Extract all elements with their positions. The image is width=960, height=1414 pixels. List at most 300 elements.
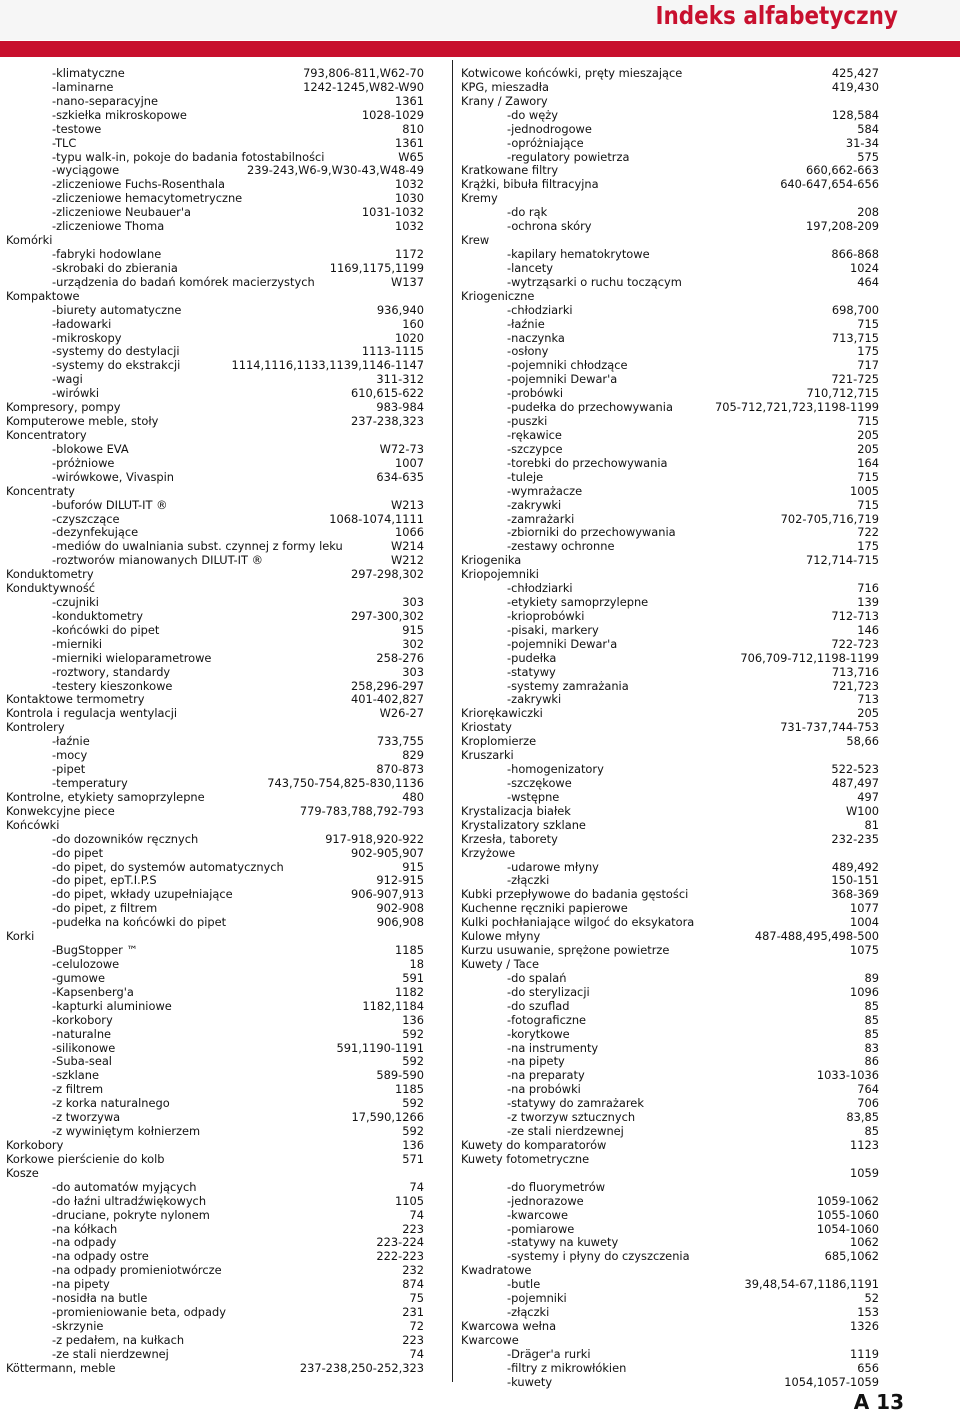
index-subentry bbox=[6, 1292, 424, 1306]
entry-pages: 1033-1036 bbox=[816, 1068, 879, 1083]
entry-pages: 571 bbox=[402, 1151, 424, 1166]
index-subentry bbox=[461, 1111, 879, 1125]
index-entry bbox=[6, 582, 424, 596]
index-subentry bbox=[461, 1167, 879, 1181]
entry-term: Kompresory, pompy bbox=[6, 400, 121, 415]
entry-term: -z korka naturalnego bbox=[52, 1096, 170, 1111]
entry-pages: 779-783,788,792-793 bbox=[299, 803, 424, 818]
index-subentry bbox=[6, 1278, 424, 1292]
index-subentry bbox=[6, 359, 424, 373]
entry-term: -do rąk bbox=[507, 205, 548, 220]
index-subentry bbox=[461, 318, 879, 332]
entry-term: -do sterylizacji bbox=[507, 984, 590, 999]
entry-pages: 89 bbox=[864, 970, 879, 985]
entry-pages: 419,430 bbox=[831, 79, 879, 94]
entry-pages: 1032 bbox=[395, 177, 424, 192]
entry-term: -pipet bbox=[52, 762, 86, 777]
entry-term: -na kółkach bbox=[52, 1221, 118, 1236]
entry-pages: 1059-1062 bbox=[816, 1193, 879, 1208]
index-subentry bbox=[461, 680, 879, 694]
entry-term: -do spalań bbox=[507, 970, 567, 985]
index-entry bbox=[6, 721, 424, 735]
entry-term: -rękawice bbox=[507, 427, 562, 442]
entry-term: -szczękowe bbox=[507, 776, 572, 791]
index-subentry bbox=[461, 248, 879, 262]
index-subentry bbox=[6, 1209, 424, 1223]
entry-pages: 1123 bbox=[850, 1137, 879, 1152]
entry-pages: 1361 bbox=[395, 135, 424, 150]
index-subentry bbox=[461, 1250, 879, 1264]
entry-pages: 721-725 bbox=[831, 372, 879, 387]
entry-term: -ze stali nierdzewnej bbox=[52, 1346, 169, 1361]
entry-term: -zbiorniki do przechowywania bbox=[507, 525, 676, 540]
entry-term: -na odpady bbox=[52, 1235, 117, 1250]
index-subentry bbox=[6, 457, 424, 471]
entry-pages: 39,48,54-67,1186,1191 bbox=[744, 1277, 879, 1292]
entry-pages: 223-224 bbox=[376, 1235, 424, 1250]
entry-pages: 715 bbox=[857, 469, 879, 484]
index-subentry bbox=[461, 1042, 879, 1056]
entry-term: -do pipet bbox=[52, 845, 104, 860]
entry-term: -wytrząsarki o ruchu toczącym bbox=[507, 274, 682, 289]
header-rule bbox=[0, 41, 960, 57]
entry-term: -torebki do przechowywania bbox=[507, 455, 668, 470]
entry-pages: 716 bbox=[857, 581, 879, 596]
index-subentry bbox=[6, 1069, 424, 1083]
entry-term: -buforów DILUT-IT ® bbox=[52, 497, 168, 512]
index-entry bbox=[461, 847, 879, 861]
index-entry bbox=[461, 1264, 879, 1278]
entry-term: -czyszczące bbox=[52, 511, 120, 526]
entry-pages: 1031-1032 bbox=[361, 205, 424, 220]
entry-term: Kwarcowe bbox=[461, 1332, 519, 1347]
index-subentry bbox=[461, 401, 879, 415]
index-entry bbox=[6, 485, 424, 499]
index-subentry bbox=[6, 666, 424, 680]
entry-term: Krystalizacja białek bbox=[461, 803, 571, 818]
index-subentry bbox=[6, 916, 424, 930]
entry-term: -roztworów mianowanych DILUT-IT ® bbox=[52, 553, 263, 568]
index-subentry bbox=[6, 638, 424, 652]
index-subentry bbox=[6, 1306, 424, 1320]
index-entry bbox=[6, 415, 424, 429]
entry-term: Kriostaty bbox=[461, 720, 512, 735]
entry-term: -testery kieszonkowe bbox=[52, 678, 173, 693]
index-subentry bbox=[6, 902, 424, 916]
index-subentry bbox=[6, 192, 424, 206]
entry-term: -do fluorymetrów bbox=[507, 1179, 606, 1194]
index-subentry bbox=[461, 1376, 879, 1390]
index-subentry bbox=[6, 652, 424, 666]
index-subentry bbox=[461, 763, 879, 777]
index-subentry bbox=[6, 513, 424, 527]
index-subentry bbox=[461, 1028, 879, 1042]
entry-term: -blokowe EVA bbox=[52, 441, 129, 456]
index-subentry bbox=[461, 1083, 879, 1097]
index-entry bbox=[461, 749, 879, 763]
entry-term: Kubki przepływowe do badania gęstości bbox=[461, 887, 689, 902]
index-subentry bbox=[6, 888, 424, 902]
entry-pages: 722-723 bbox=[831, 636, 879, 651]
entry-pages: 1114,1116,1133,1139,1146-1147 bbox=[231, 358, 424, 373]
entry-pages: 487-488,495,498-500 bbox=[754, 929, 879, 944]
index-subentry bbox=[6, 1083, 424, 1097]
entry-term: -na probówki bbox=[507, 1082, 581, 1097]
entry-term: -silikonowe bbox=[52, 1040, 116, 1055]
entry-term: -do szuflad bbox=[507, 998, 570, 1013]
entry-term: Kruszarki bbox=[461, 748, 514, 763]
entry-term: -kuwety bbox=[507, 1374, 553, 1389]
index-subentry bbox=[461, 206, 879, 220]
entry-term: -Kapsenberg'a bbox=[52, 984, 134, 999]
entry-pages: 1182,1184 bbox=[362, 998, 424, 1013]
entry-pages: 297-300,302 bbox=[351, 608, 424, 623]
entry-term: -z pedałem, na kułkach bbox=[52, 1332, 185, 1347]
index-subentry bbox=[461, 1348, 879, 1362]
entry-term: -zliczeniowe Neubauer'a bbox=[52, 205, 191, 220]
index-subentry bbox=[461, 1069, 879, 1083]
index-subentry bbox=[461, 1362, 879, 1376]
entry-term: -naturalne bbox=[52, 1026, 112, 1041]
entry-pages: 1054,1057-1059 bbox=[784, 1374, 879, 1389]
entry-term: -mierniki wieloparametrowe bbox=[52, 650, 212, 665]
entry-term: -wymrażacze bbox=[507, 483, 583, 498]
entry-pages: 85 bbox=[864, 1012, 879, 1027]
index-subentry bbox=[6, 1334, 424, 1348]
entry-pages: 1028-1029 bbox=[361, 107, 424, 122]
index-subentry bbox=[461, 443, 879, 457]
entry-term: Krystalizatory szklane bbox=[461, 817, 586, 832]
entry-term: -do węży bbox=[507, 107, 558, 122]
index-subentry bbox=[461, 137, 879, 151]
entry-term: -końcówki do pipet bbox=[52, 622, 160, 637]
entry-term: -łaźnie bbox=[507, 316, 545, 331]
entry-pages: 136 bbox=[402, 1137, 424, 1152]
index-entry bbox=[461, 916, 879, 930]
entry-term: -szczypce bbox=[507, 441, 563, 456]
entry-term: -z tworzywa bbox=[52, 1110, 121, 1125]
entry-term: -chłodziarki bbox=[507, 302, 573, 317]
entry-term: Kuwety fotometryczne bbox=[461, 1151, 590, 1166]
index-subentry bbox=[6, 1097, 424, 1111]
entry-pages: 715 bbox=[857, 414, 879, 429]
entry-pages: 83,85 bbox=[846, 1110, 879, 1125]
entry-pages: 58,66 bbox=[846, 734, 879, 749]
entry-term: -temperatury bbox=[52, 776, 128, 791]
entry-pages: 1062 bbox=[850, 1235, 879, 1250]
index-subentry bbox=[461, 345, 879, 359]
entry-term: -szklane bbox=[52, 1068, 99, 1083]
entry-term: Kulki pochłaniające wilgoć do eksykatora bbox=[461, 915, 695, 930]
index-subentry bbox=[461, 1278, 879, 1292]
index-subentry bbox=[6, 847, 424, 861]
entry-term: Kremy bbox=[461, 191, 498, 206]
entry-term: -promieniowanie beta, odpady bbox=[52, 1305, 226, 1320]
entry-pages: 713,715 bbox=[831, 330, 879, 345]
index-subentry bbox=[6, 499, 424, 513]
index-subentry bbox=[6, 443, 424, 457]
entry-pages: 146 bbox=[857, 622, 879, 637]
entry-pages: 764 bbox=[857, 1082, 879, 1097]
index-entry bbox=[461, 568, 879, 582]
index-entry bbox=[461, 833, 879, 847]
entry-term: -nosidła na butle bbox=[52, 1291, 148, 1306]
entry-term: -nano-separacyjne bbox=[52, 93, 159, 108]
entry-pages: 1004 bbox=[850, 915, 879, 930]
index-subentry bbox=[6, 304, 424, 318]
entry-term: -pojemniki bbox=[507, 1291, 567, 1306]
entry-pages: 592 bbox=[402, 1124, 424, 1139]
entry-pages: 731-737,744-753 bbox=[780, 720, 879, 735]
entry-pages: 18 bbox=[409, 957, 424, 971]
index-subentry bbox=[6, 332, 424, 346]
entry-pages: 1185 bbox=[395, 943, 424, 958]
entry-pages: 713,716 bbox=[831, 664, 879, 679]
entry-pages: 258-276 bbox=[376, 650, 424, 665]
index-entry bbox=[6, 819, 424, 833]
index-subentry bbox=[6, 735, 424, 749]
index-subentry bbox=[461, 304, 879, 318]
index-subentry bbox=[6, 67, 424, 81]
entry-pages: 425,427 bbox=[831, 66, 879, 80]
index-subentry bbox=[461, 485, 879, 499]
entry-term: -pojemniki Dewar'a bbox=[507, 636, 618, 651]
entry-pages: 74 bbox=[409, 1207, 424, 1222]
entry-term: -pudełka na końcówki do pipet bbox=[52, 915, 227, 930]
entry-term: -etykiety samoprzylepne bbox=[507, 595, 649, 610]
index-subentry bbox=[6, 1264, 424, 1278]
entry-term: -do łaźni ultradźwiękowych bbox=[52, 1193, 207, 1208]
entry-pages: 239-243,W6-9,W30-43,W48-49 bbox=[246, 163, 424, 178]
index-subentry bbox=[461, 791, 879, 805]
entry-pages: 912-915 bbox=[376, 873, 424, 888]
index-entry bbox=[461, 554, 879, 568]
entry-pages: 717 bbox=[857, 358, 879, 373]
entry-pages: 175 bbox=[857, 539, 879, 554]
index-subentry bbox=[6, 763, 424, 777]
entry-term: -statywy na kuwety bbox=[507, 1235, 619, 1250]
entry-pages: 464 bbox=[857, 274, 879, 289]
index-subentry bbox=[6, 1014, 424, 1028]
entry-term: Köttermann, meble bbox=[6, 1360, 116, 1375]
index-subentry bbox=[6, 137, 424, 151]
index-subentry bbox=[6, 95, 424, 109]
index-subentry bbox=[6, 833, 424, 847]
entry-pages: 205 bbox=[857, 441, 879, 456]
index-entry bbox=[461, 1139, 879, 1153]
index-entry bbox=[461, 178, 879, 192]
entry-term: -systemy zamrażania bbox=[507, 678, 629, 693]
index-subentry bbox=[6, 749, 424, 763]
entry-term: -statywy do zamrażarek bbox=[507, 1096, 644, 1111]
entry-term: Kriorękawiczki bbox=[461, 706, 543, 721]
index-entry bbox=[461, 95, 879, 109]
entry-term: -chłodziarki bbox=[507, 581, 573, 596]
entry-pages: 223 bbox=[402, 1332, 424, 1347]
entry-term: -skrobaki do zbierania bbox=[52, 260, 178, 275]
entry-pages: 231 bbox=[402, 1305, 424, 1320]
entry-pages: 302 bbox=[402, 636, 424, 651]
index-entry bbox=[6, 805, 424, 819]
index-subentry bbox=[461, 540, 879, 554]
entry-term: -na odpady promieniotwórcze bbox=[52, 1263, 222, 1278]
index-entry bbox=[461, 67, 879, 81]
index-entry bbox=[461, 1153, 879, 1167]
entry-pages: 866-868 bbox=[831, 246, 879, 261]
entry-term: Kroplomierze bbox=[461, 734, 537, 749]
entry-term: -wyciągowe bbox=[52, 163, 120, 178]
entry-term: -pojemniki chłodzące bbox=[507, 358, 628, 373]
index-entry bbox=[461, 164, 879, 178]
entry-term: -dezynfekujące bbox=[52, 525, 139, 540]
entry-term: -korytkowe bbox=[507, 1026, 570, 1041]
entry-pages: 81 bbox=[864, 817, 879, 832]
index-subentry bbox=[6, 1348, 424, 1362]
entry-pages: 656 bbox=[857, 1360, 879, 1375]
entry-term: -do dozowników ręcznych bbox=[52, 831, 199, 846]
entry-term: -testowe bbox=[52, 121, 102, 136]
entry-pages: 17,590,1266 bbox=[351, 1110, 424, 1125]
index-entry bbox=[6, 290, 424, 304]
entry-pages: 589-590 bbox=[376, 1068, 424, 1083]
entry-pages: 592 bbox=[402, 1026, 424, 1041]
entry-term: Końcówki bbox=[6, 817, 60, 832]
entry-pages: 85 bbox=[864, 1026, 879, 1041]
entry-term: -kwarcowe bbox=[507, 1207, 568, 1222]
entry-pages: 311-312 bbox=[376, 372, 424, 387]
entry-pages: 1096 bbox=[850, 984, 879, 999]
entry-pages: 83 bbox=[864, 1040, 879, 1055]
entry-term: -ze stali nierdzewnej bbox=[507, 1124, 624, 1139]
index-entry bbox=[461, 958, 879, 972]
entry-term: -regulatory powietrza bbox=[507, 149, 630, 164]
index-entry bbox=[6, 1139, 424, 1153]
index-subentry bbox=[461, 123, 879, 137]
index-subentry bbox=[6, 151, 424, 165]
entry-pages: 1005 bbox=[850, 483, 879, 498]
entry-pages: 591 bbox=[402, 970, 424, 985]
index-subentry bbox=[461, 1125, 879, 1139]
entry-term: -zliczeniowe Fuchs-Rosenthala bbox=[52, 177, 225, 192]
entry-pages: 487,497 bbox=[831, 776, 879, 791]
entry-term: -wstępne bbox=[507, 789, 560, 804]
index-subentry bbox=[6, 1028, 424, 1042]
entry-term: -próżniowe bbox=[52, 455, 115, 470]
entry-term: -zakrywki bbox=[507, 497, 562, 512]
entry-pages: 1077 bbox=[850, 901, 879, 916]
index-subentry bbox=[461, 582, 879, 596]
index-subentry bbox=[6, 109, 424, 123]
entry-term: -do pipet, wkłady uzupełniające bbox=[52, 887, 233, 902]
entry-pages: 902-905,907 bbox=[351, 845, 424, 860]
entry-pages: 1105 bbox=[395, 1193, 424, 1208]
entry-pages: 1055-1060 bbox=[816, 1207, 879, 1222]
entry-term: Krew bbox=[461, 233, 490, 248]
entry-term: Kratkowane filtry bbox=[461, 163, 559, 178]
entry-pages: 1030 bbox=[395, 191, 424, 206]
entry-term: Kontrolery bbox=[6, 720, 65, 735]
index-subentry bbox=[461, 457, 879, 471]
index-subentry bbox=[461, 624, 879, 638]
index-subentry bbox=[461, 693, 879, 707]
entry-term: -statywy bbox=[507, 664, 556, 679]
index-entry bbox=[461, 944, 879, 958]
index-subentry bbox=[6, 596, 424, 610]
entry-pages: 522-523 bbox=[831, 762, 879, 777]
entry-term: -puszki bbox=[507, 414, 548, 429]
entry-pages: 74 bbox=[409, 1179, 424, 1194]
entry-term: -systemy do ekstrakcji bbox=[52, 358, 181, 373]
entry-pages: 139 bbox=[857, 595, 879, 610]
entry-pages: 237-238,250-252,323 bbox=[299, 1360, 424, 1375]
entry-term: -ochrona skóry bbox=[507, 219, 592, 234]
index-entry bbox=[6, 930, 424, 944]
entry-pages: 223 bbox=[402, 1221, 424, 1236]
entry-term: -BugStopper ™ bbox=[52, 943, 138, 958]
entry-pages: 175 bbox=[857, 344, 879, 359]
page-number: A 13 bbox=[853, 1390, 904, 1414]
entry-term: Konwekcyjne piece bbox=[6, 803, 115, 818]
entry-term: Kurzu usuwanie, sprężone powietrze bbox=[461, 943, 670, 958]
entry-term: -na odpady ostre bbox=[52, 1249, 149, 1264]
entry-pages: 31-34 bbox=[845, 135, 879, 150]
entry-pages: 303 bbox=[402, 595, 424, 610]
index-subentry bbox=[461, 359, 879, 373]
entry-term: -jednodrogowe bbox=[507, 121, 592, 136]
entry-term: -na pipety bbox=[507, 1054, 565, 1069]
entry-term: -skrzynie bbox=[52, 1318, 104, 1333]
index-subentry bbox=[6, 986, 424, 1000]
entry-pages: 906,908 bbox=[376, 915, 424, 930]
index-subentry bbox=[6, 1195, 424, 1209]
entry-term: -wagi bbox=[52, 372, 83, 387]
entry-pages: 698,700 bbox=[831, 302, 879, 317]
index-subentry bbox=[6, 1042, 424, 1056]
index-subentry bbox=[461, 1181, 879, 1195]
index-subentry bbox=[461, 471, 879, 485]
index-subentry bbox=[6, 1223, 424, 1237]
entry-term: -mocy bbox=[52, 748, 88, 763]
entry-term: Kwadratowe bbox=[461, 1263, 532, 1278]
index-entry bbox=[461, 735, 879, 749]
index-subentry bbox=[461, 638, 879, 652]
entry-term: -do pipet, z filtrem bbox=[52, 901, 158, 916]
index-entry bbox=[6, 693, 424, 707]
index-subentry bbox=[6, 861, 424, 875]
entry-pages: W137 bbox=[390, 274, 424, 289]
index-subentry bbox=[461, 513, 879, 527]
entry-pages: 936,940 bbox=[376, 302, 424, 317]
entry-term: Kulowe młyny bbox=[461, 929, 541, 944]
index-subentry bbox=[461, 429, 879, 443]
entry-term: Komórki bbox=[6, 233, 53, 248]
entry-term: -pudełka bbox=[507, 650, 557, 665]
index-subentry bbox=[461, 109, 879, 123]
entry-pages: 584 bbox=[857, 121, 879, 136]
entry-pages: 153 bbox=[857, 1305, 879, 1320]
entry-term: -lancety bbox=[507, 260, 553, 275]
entry-term: -krioprobówki bbox=[507, 608, 585, 623]
entry-term: Krążki, bibuła filtracyjna bbox=[461, 177, 599, 192]
entry-pages: 85 bbox=[864, 998, 879, 1013]
entry-pages: 222-223 bbox=[376, 1249, 424, 1264]
entry-pages: 983-984 bbox=[376, 400, 424, 415]
index-entry bbox=[461, 819, 879, 833]
entry-term: -mediów do uwalniania subst. czynnej z formy leku bbox=[52, 539, 343, 554]
index-subentry bbox=[6, 1125, 424, 1139]
entry-pages: 489,492 bbox=[831, 859, 879, 874]
entry-term: Kuwety do komparatorów bbox=[461, 1137, 607, 1152]
